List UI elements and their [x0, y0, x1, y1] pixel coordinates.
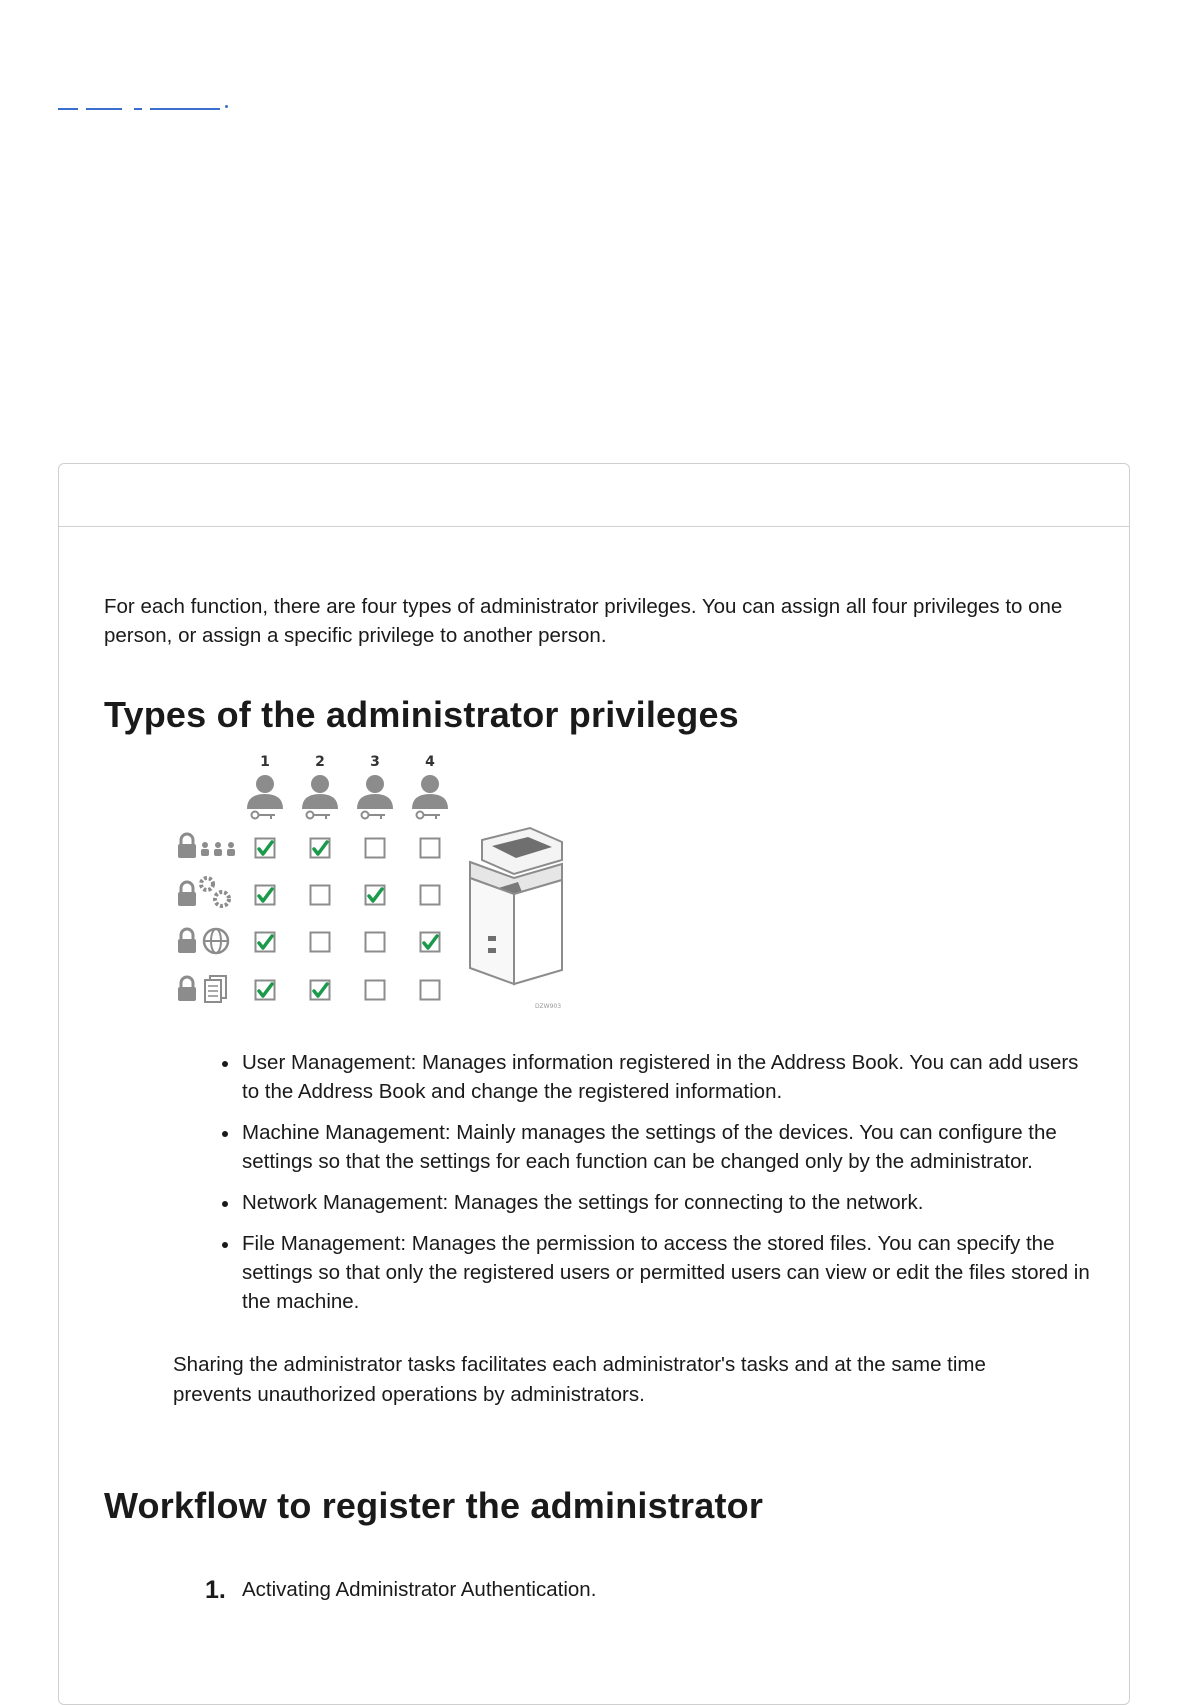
privilege-checkbox-grid: [256, 839, 440, 1000]
checkbox-unchecked: [421, 886, 440, 905]
admin-number: 4: [425, 754, 435, 770]
list-item: Machine Management: Mainly manages the settings of the devices. You can configure the settings so that the settings for each function can be changed only by the administrator.: [242, 1118, 1092, 1176]
step-text: Activating Administrator Authentication.: [242, 1578, 597, 1601]
checkbox-checked: [256, 981, 275, 1000]
globe-lock-icon: [178, 929, 228, 953]
checkbox-checked: [311, 981, 330, 1000]
checkbox-unchecked: [366, 839, 385, 858]
breadcrumb-link[interactable]: [58, 108, 78, 110]
breadcrumb-link[interactable]: [150, 108, 220, 110]
intro-paragraph: For each function, there are four types of administrator privileges. You can assign all four privileges to one person, or assign a specific privilege to another person.: [104, 595, 1063, 647]
breadcrumb-separator: [225, 105, 228, 108]
users-lock-icon: [178, 834, 235, 858]
checkbox-unchecked: [311, 886, 330, 905]
checkbox-unchecked: [421, 839, 440, 858]
admin-person-key-icon: [247, 775, 283, 819]
checkbox-unchecked: [311, 933, 330, 952]
workflow-step[interactable]: [205, 1576, 596, 1604]
checkbox-checked: [366, 886, 385, 905]
documents-lock-icon: [178, 976, 226, 1002]
sharing-note: Sharing the administrator tasks facilitates each administrator's tasks and at the same time prevents unauthorized operations by administrators.: [173, 1353, 986, 1406]
breadcrumb-link[interactable]: [134, 108, 142, 110]
list-item: Network Management: Manages the settings for connecting to the network.: [242, 1188, 1092, 1217]
privilege-types-list: [242, 1048, 1092, 1328]
list-item: File Management: Manages the permission to access the stored files. You can specify the settings so that only the registered users or permitted users can view or edit the files stored in the machine.: [242, 1229, 1092, 1316]
checkbox-checked: [311, 839, 330, 858]
printer-icon: [470, 828, 562, 984]
admin-person-key-icon: [412, 775, 448, 819]
gears-lock-icon: [178, 878, 229, 906]
workflow-steps: [205, 1576, 596, 1604]
admin-person-key-icon: [357, 775, 393, 819]
checkbox-unchecked: [366, 933, 385, 952]
admin-number: 1: [260, 754, 270, 770]
workflow-heading: Workflow to register the administrator: [104, 1485, 764, 1526]
figure-code: DZW903: [534, 1003, 562, 1010]
checkbox-checked: [256, 839, 275, 858]
checkbox-checked: [421, 933, 440, 952]
checkbox-unchecked: [366, 981, 385, 1000]
checkbox-checked: [256, 886, 275, 905]
admin-number: 3: [370, 754, 380, 770]
step-number: 1.: [205, 1576, 226, 1604]
admin-person-key-icon: [302, 775, 338, 819]
admin-number: 2: [315, 754, 325, 770]
types-heading: Types of the administrator privileges: [104, 694, 739, 735]
list-item: User Management: Manages information registered in the Address Book. You can add users to the Address Book and change the registered information.: [242, 1048, 1092, 1106]
checkbox-checked: [256, 933, 275, 952]
breadcrumb-link[interactable]: [86, 108, 122, 110]
privileges-diagram: [170, 752, 590, 1012]
checkbox-unchecked: [421, 981, 440, 1000]
panel-header: [59, 464, 1129, 527]
